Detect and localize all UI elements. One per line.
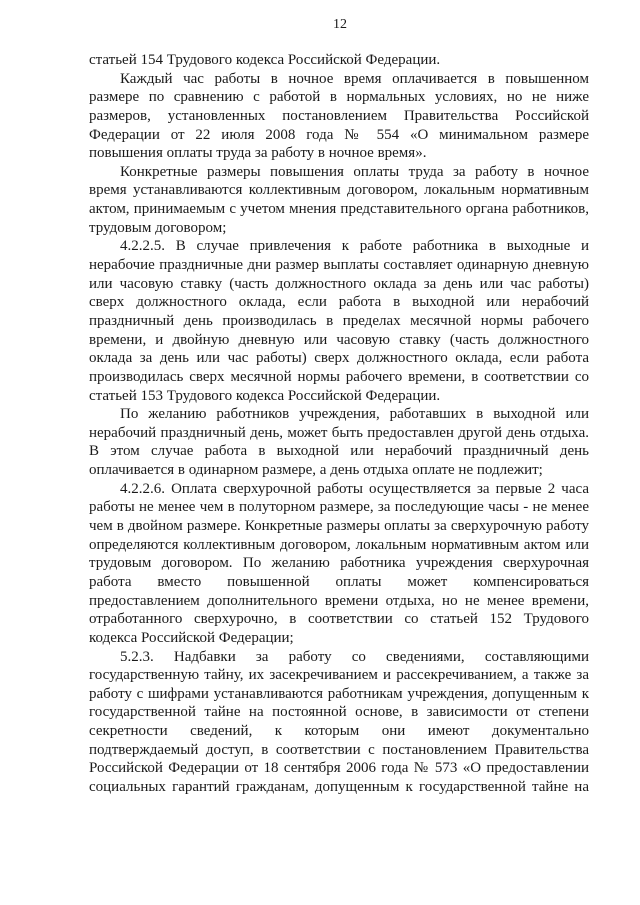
text-line: актом, принимаемым с учетом мнения представительного органа работников,	[89, 201, 589, 218]
text-line: Федерации от 22 июля 2008 года № 554 «О минимальном размере	[89, 126, 589, 143]
paragraph-6	[89, 480, 589, 648]
text-line: время устанавливаются коллективным договором, локальным нормативным	[89, 182, 589, 199]
text-line: По желанию работников учреждения, работавших в выходной или	[120, 406, 589, 423]
text-line: размере по сравнению с работой в нормальных условиях, но не ниже	[89, 89, 589, 106]
text-line: 5.2.3. Надбавки за работу со сведениями, составляющими	[120, 648, 589, 665]
text-line: работа вместо повышенной оплаты может компенсироваться	[89, 573, 589, 590]
text-line: оклада за день или час работы) сверх должностного оклада, если работа	[89, 350, 589, 367]
paragraph-5	[89, 405, 589, 480]
text-line: чем в двойном размере. Конкретные размеры оплаты за сверхурочную работу	[89, 518, 589, 535]
text-line: статьей 154 Трудового кодекса Российской Федерации.	[89, 52, 441, 68]
paragraph-7	[89, 648, 589, 797]
text-line: государственную тайну, их засекречиванием и рассекречиванием, а также за	[89, 667, 589, 684]
text-line: сверх должностного оклада, если работа в выходной или нерабочий	[89, 294, 589, 311]
text-line: работы не менее чем в полуторном размере, за последующие часы - не менее	[89, 499, 589, 516]
text-line: повышения оплаты труда за работу в ночное время».	[89, 145, 427, 162]
text-line: нерабочий праздничный день, может быть предоставлен другой день отдыха.	[89, 424, 589, 441]
text-line: оплачивается в одинарном размере, а день отдыха оплате не подлежит;	[89, 462, 543, 479]
text-line: секретности сведений, к которым они имеют документально	[89, 723, 589, 740]
text-line: Каждый час работы в ночное время оплачивается в повышенном	[120, 70, 589, 87]
text-line: праздничный день производилась в пределах месячной нормы рабочего	[89, 312, 589, 329]
text-line: кодекса Российской Федерации;	[89, 629, 294, 646]
text-line: трудовым договором. По желанию работника учреждения сверхурочная	[89, 555, 589, 572]
text-line: отработанного сверхурочно, в соответствии со статьей 152 Трудового	[89, 611, 589, 628]
text-line: Российской Федерации от 18 сентября 2006 года № 573 «О предоставлении	[89, 760, 589, 777]
page-number: 12	[333, 17, 347, 32]
text-line: производилась сверх месячной нормы рабочего времени, в соответствии со	[89, 368, 589, 385]
text-line: работу с шифрами устанавливаются работникам учреждения, допущенным к	[89, 685, 589, 702]
text-line: предоставлением дополнительного времени отдыха, но не менее времени,	[89, 592, 589, 609]
text-line: размеров, установленных постановлением Правительства Российской	[89, 107, 589, 124]
document-body	[89, 51, 589, 797]
text-line: трудовым договором;	[89, 219, 227, 236]
paragraph-4	[89, 237, 589, 405]
paragraph-2	[89, 70, 589, 163]
text-line: 4.2.2.5. В случае привлечения к работе работника в выходные и	[120, 238, 589, 255]
text-line: или часовую ставку (часть должностного оклада за день или час работы)	[89, 275, 589, 292]
text-line: государственной тайне на постоянной основе, в зависимости от степени	[89, 704, 589, 721]
paragraph-3	[89, 163, 589, 238]
text-line: определяются коллективным договором, локальным нормативным актом или	[89, 536, 589, 553]
text-line: социальных гарантий гражданам, допущенным к государственной тайне на	[89, 778, 589, 795]
text-line: Конкретные размеры повышения оплаты труда за работу в ночное	[120, 163, 589, 180]
text-line: времени, и двойную дневную или часовую ставку (часть должностного	[89, 331, 589, 348]
text-line: В этом случае работа в выходной или нерабочий праздничный день	[89, 443, 589, 460]
paragraph-1	[89, 51, 589, 70]
text-line: нерабочие праздничные дни размер выплаты составляет одинарную дневную	[89, 257, 589, 274]
text-line: статьей 153 Трудового кодекса Российской Федерации.	[89, 387, 441, 404]
text-line: 4.2.2.6. Оплата сверхурочной работы осуществляется за первые 2 часа	[120, 480, 589, 497]
text-line: подтверждаемый доступ, в соответствии с постановлением Правительства	[89, 741, 589, 758]
